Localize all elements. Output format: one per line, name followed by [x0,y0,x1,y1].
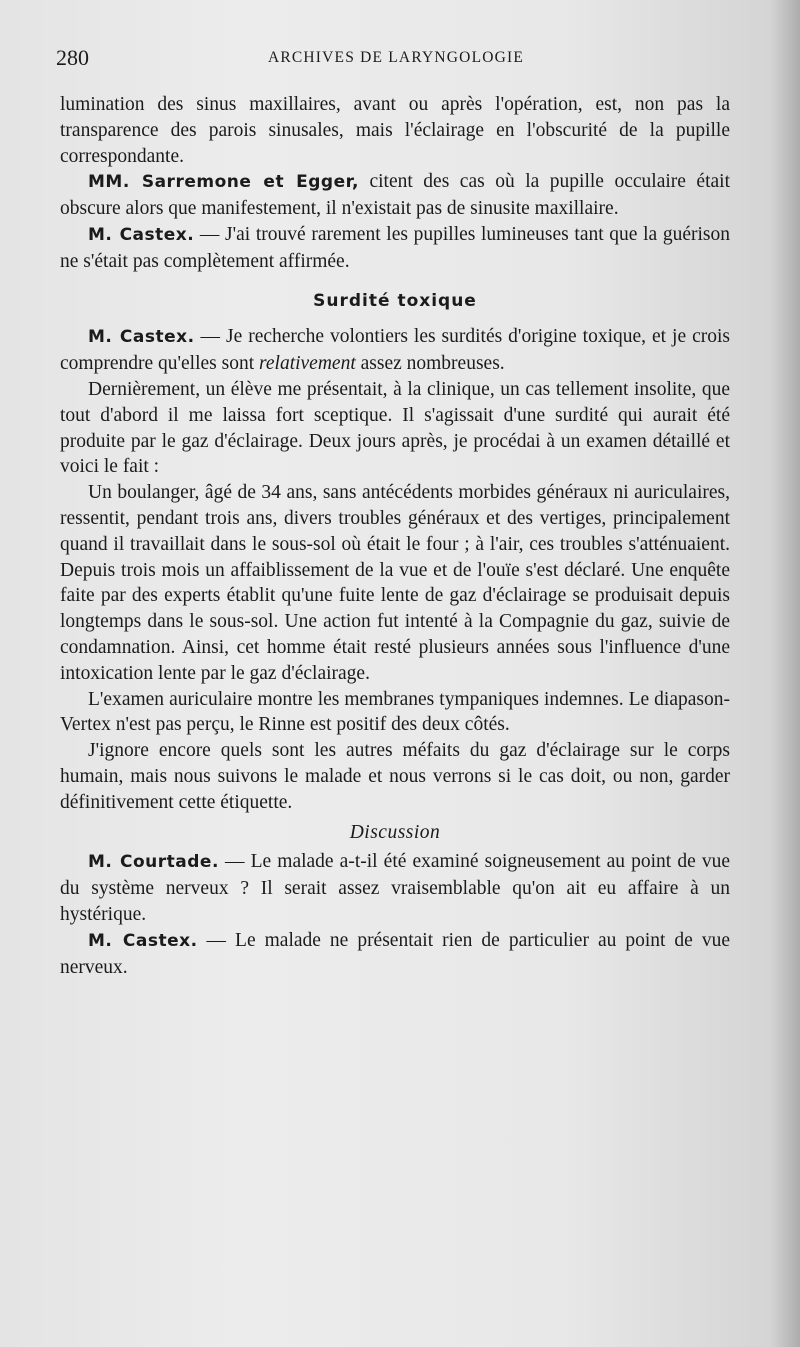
paragraph-courtade [60,849,730,927]
speaker-name: M. Castex. [88,930,198,951]
speaker-name: M. Courtade. [88,852,219,873]
paragraph-examination: L'examen auriculaire montre les membranes tympaniques indemnes. Le diapason-Vertex n'est pas perçu, le Rinne est positif des deux côtés. [60,688,730,736]
paragraph-case-intro: Dernièrement, un élève me présentait, à la clinique, un cas tellement insolite, que tout d'abord il me laissa fort sceptique. Il s'agissait d'une surdité qui aurait été produite par le gaz d'éclairage. Deux jours après, je procédai à un examen détaillé et voici le fait : [60,378,730,478]
emphasis-text: relativement [259,353,356,375]
speaker-name: M. Castex. [88,327,195,348]
paragraph-text: — J'ai trouvé rarement les pupilles lumineuses tant que la guérison ne s'était pas complètement affirmée. [60,223,730,272]
section-title: Surdité toxique [313,290,477,311]
speaker-name: MM. Sarremone et Egger, [88,172,359,193]
paragraph-text: — Le malade ne présentait rien de particulier au point de vue nerveux. [60,929,730,978]
paragraph-text: assez nombreuses. [355,353,505,375]
paragraph-case-history: Un boulanger, âgé de 34 ans, sans antécédents morbides généraux ni auriculaires, ressentit, pendant trois ans, divers troubles généraux et des vertiges, principalement quand il travaillait dans le sous-sol où était le four ; à l'air, ces troubles s'atténuaient. Depuis trois mois un affaiblissement de la vue et de l'ouïe s'est déclaré. Une enquête faite par des experts établit qu'une fuite lente de gaz d'éclairage se produisait depuis longtemps dans le sous-sol. Une action fut intenté à la Compagnie du gaz, suivie de condamnation. Ainsi, cet homme était resté plusieurs années sous l'influence d'une intoxication lente par le gaz d'éclairage. [60,482,730,684]
paragraph-text: — Je recherche volontiers les surdités d'origine toxique, et je crois comprendre qu'elles sont [60,326,730,375]
paragraph-text: citent des cas où la pupille occulaire était obscure alors que manifestement, il n'existait pas de sinusite maxillaire. [60,171,730,220]
paragraph-continuation: lumination des sinus maxillaires, avant ou après l'opération, est, non pas la transparence des parois sinusales, mais l'éclairage en l'obscurité de la pupille correspondante. [60,94,730,167]
running-head [56,45,736,75]
journal-title: ARCHIVES DE LARYNGOLOGIE [267,49,525,66]
paragraph-sarremone-egger [60,169,730,222]
speaker-name: M. Castex. [88,224,195,245]
page-body [60,92,730,980]
page-number: 280 [56,45,89,70]
paragraph-castex-reply [60,222,730,275]
discussion-title: Discussion [349,821,441,843]
paragraph-text: — Le malade a-t-il été examiné soigneusement au point de vue du système nerveux ? Il serait assez vraisemblable qu'on ait eu affaire à un hystérique. [60,851,730,925]
paragraph-castex-final [60,928,730,981]
paragraph-conclusion: J'ignore encore quels sont les autres méfaits du gaz d'éclairage sur le corps humain, mais nous suivons le malade et nous verrons si le cas doit, ou non, garder définitivement cette étiquette. [60,740,730,813]
paragraph-castex-intro [60,324,730,377]
